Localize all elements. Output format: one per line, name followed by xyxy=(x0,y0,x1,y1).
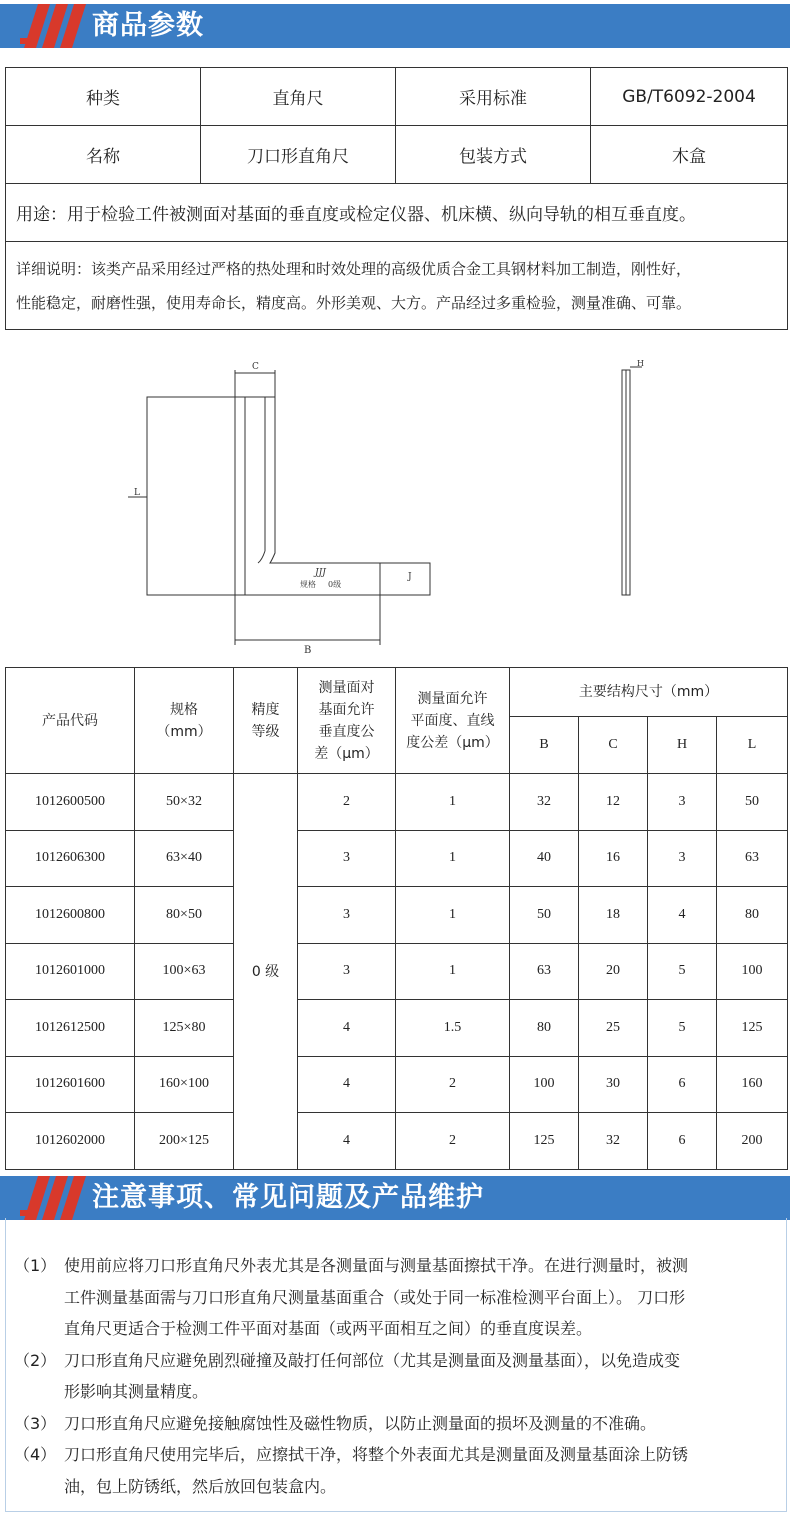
spec-header-size xyxy=(135,668,234,774)
spec-header-perp-line: 垂直度公 xyxy=(318,723,375,740)
spec-header-grade-line: 精度 xyxy=(251,701,280,718)
spec-cell-c: 32 xyxy=(579,1113,648,1170)
spec-cell-flat: 2 xyxy=(396,1113,510,1170)
spec-cell-code: 1012601000 xyxy=(6,943,135,1000)
note-number: （2） xyxy=(14,1350,57,1370)
brand-logo-icon xyxy=(20,4,90,48)
note-line: 工件测量基面需与刀口形直角尺测量基面重合（或处于同一标准检测平台面上）。 刀口形 xyxy=(64,1287,686,1307)
spec-cell-size: 100×63 xyxy=(135,943,234,1000)
spec-cell-flat: 2 xyxy=(396,1056,510,1113)
spec-cell-code: 1012601600 xyxy=(6,1056,135,1113)
spec-cell-c: 16 xyxy=(579,830,648,887)
spec-cell-c: 25 xyxy=(579,1000,648,1057)
spec-cell-size: 200×125 xyxy=(135,1113,234,1170)
section-title: 商品参数 xyxy=(92,10,204,41)
spec-cell-l: 100 xyxy=(717,943,788,1000)
drawing-blade-outline xyxy=(147,397,235,595)
table-row xyxy=(6,830,788,887)
param-label-type: 种类 xyxy=(6,68,201,126)
product-params-table xyxy=(5,67,788,330)
note-item xyxy=(14,1250,774,1345)
spec-cell-size: 50×32 xyxy=(135,774,234,831)
spec-cell-code: 1012606300 xyxy=(6,830,135,887)
spec-cell-l: 125 xyxy=(717,1000,788,1057)
note-line: 油，包上防锈纸，然后放回包装盒内。 xyxy=(64,1476,337,1496)
table-row xyxy=(6,774,788,831)
spec-header-perp-line: 基面允许 xyxy=(318,701,375,718)
spec-cell-perp: 4 xyxy=(298,1113,396,1170)
spec-header-perpendicularity xyxy=(298,668,396,774)
section-banner-notes xyxy=(0,1176,790,1220)
note-text xyxy=(64,1345,774,1408)
table-row xyxy=(6,1056,788,1113)
spec-cell-perp: 3 xyxy=(298,887,396,944)
spec-header-main-dims: 主要结构尺寸（mm） xyxy=(510,668,788,717)
param-value-standard: GB/T6092-2004 xyxy=(591,68,788,126)
note-item xyxy=(14,1408,774,1440)
spec-cell-l: 80 xyxy=(717,887,788,944)
spec-header-b: B xyxy=(510,717,579,774)
spec-cell-grade: 0 级 xyxy=(234,774,298,1170)
drawing-mark-spec: 规格 xyxy=(300,580,316,589)
section-title: 注意事项、常见问题及产品维护 xyxy=(92,1182,484,1213)
section-banner-params xyxy=(0,4,790,48)
spec-cell-c: 30 xyxy=(579,1056,648,1113)
spec-cell-b: 40 xyxy=(510,830,579,887)
spec-cell-size: 63×40 xyxy=(135,830,234,887)
param-label-name: 名称 xyxy=(6,126,201,184)
spec-cell-perp: 4 xyxy=(298,1056,396,1113)
drawing-mark-grade: 0级 xyxy=(328,580,342,589)
note-line: 使用前应将刀口形直角尺外表尤其是各测量面与测量基面擦拭干净。在进行测量时，被测 xyxy=(64,1256,689,1275)
spec-cell-code: 1012602000 xyxy=(6,1113,135,1170)
spec-cell-c: 12 xyxy=(579,774,648,831)
param-value-packaging: 木盒 xyxy=(591,126,788,184)
spec-cell-b: 100 xyxy=(510,1056,579,1113)
spec-cell-b: 125 xyxy=(510,1113,579,1170)
spec-header-grade-line: 等级 xyxy=(251,723,280,740)
spec-table xyxy=(5,667,788,1170)
spec-cell-perp: 4 xyxy=(298,1000,396,1057)
brand-logo-icon xyxy=(20,1176,90,1220)
note-item xyxy=(14,1439,774,1502)
spec-header-c: C xyxy=(579,717,648,774)
note-line: 刀口形直角尺应避免接触腐蚀性及磁性物质，以防止测量面的损坏及测量的不准确。 xyxy=(64,1413,657,1433)
param-value-type: 直角尺 xyxy=(201,68,396,126)
table-row xyxy=(6,1000,788,1057)
spec-cell-size: 160×100 xyxy=(135,1056,234,1113)
spec-header-l: L xyxy=(717,717,788,774)
spec-cell-l: 200 xyxy=(717,1113,788,1170)
drawing-label-b: B xyxy=(304,645,312,655)
note-item xyxy=(14,1345,774,1408)
drawing-mark-logo: JJJ xyxy=(315,568,326,578)
param-detail xyxy=(6,242,788,330)
spec-cell-c: 20 xyxy=(579,943,648,1000)
spec-header-size-line: 规格 xyxy=(170,701,198,718)
spec-cell-flat: 1 xyxy=(396,943,510,1000)
note-number: （4） xyxy=(14,1445,57,1464)
spec-cell-perp: 3 xyxy=(298,943,396,1000)
drawing-label-j: J xyxy=(408,572,412,582)
spec-cell-perp: 3 xyxy=(298,830,396,887)
note-text xyxy=(64,1250,774,1345)
param-detail-line: 详细说明：该类产品采用经过严格的热处理和时效处理的高级优质合金工具钢材料加工制造，刚性好， xyxy=(16,259,692,278)
spec-cell-l: 63 xyxy=(717,830,788,887)
technical-drawing xyxy=(0,355,790,655)
drawing-label-l: L xyxy=(134,488,140,498)
spec-header-grade xyxy=(234,668,298,774)
note-text xyxy=(64,1408,774,1440)
drawing-label-h: H xyxy=(637,359,644,368)
spec-cell-c: 18 xyxy=(579,887,648,944)
drawing-square-outline xyxy=(235,397,430,595)
spec-cell-flat: 1 xyxy=(396,887,510,944)
spec-cell-h: 3 xyxy=(648,830,717,887)
spec-cell-l: 160 xyxy=(717,1056,788,1113)
spec-header-perp-line: 差（μm） xyxy=(314,745,379,762)
spec-header-flatness xyxy=(396,668,510,774)
spec-cell-code: 1012612500 xyxy=(6,1000,135,1057)
spec-cell-size: 80×50 xyxy=(135,887,234,944)
spec-cell-size: 125×80 xyxy=(135,1000,234,1057)
param-usage: 用途：用于检验工件被测面对基面的垂直度或检定仪器、机床横、纵向导轨的相互垂直度。 xyxy=(6,184,788,242)
table-row xyxy=(6,1113,788,1170)
spec-cell-flat: 1 xyxy=(396,774,510,831)
param-value-name: 刀口形直角尺 xyxy=(201,126,396,184)
spec-cell-h: 5 xyxy=(648,943,717,1000)
spec-header-flat-line: 平面度、直线 xyxy=(410,712,495,729)
spec-cell-b: 32 xyxy=(510,774,579,831)
note-line: 刀口形直角尺应避免剧烈碰撞及敲打任何部位（尤其是测量面及测量基面），以免造成变 xyxy=(64,1350,681,1370)
spec-header-flat-line: 度公差（μm） xyxy=(406,734,499,751)
note-number: （1） xyxy=(14,1256,57,1275)
param-label-standard: 采用标准 xyxy=(396,68,591,126)
spec-cell-h: 4 xyxy=(648,887,717,944)
param-detail-line: 性能稳定，耐磨性强，使用寿命长，精度高。外形美观、大方。产品经过多重检验，测量准确、可靠。 xyxy=(16,293,692,312)
spec-cell-h: 6 xyxy=(648,1056,717,1113)
note-line: 直角尺更适合于检测工件平面对基面（或两平面相互之间）的垂直度误差。 xyxy=(64,1319,593,1338)
spec-header-perp-line: 测量面对 xyxy=(318,679,375,696)
spec-cell-perp: 2 xyxy=(298,774,396,831)
spec-cell-code: 1012600800 xyxy=(6,887,135,944)
spec-cell-h: 6 xyxy=(648,1113,717,1170)
table-row xyxy=(6,887,788,944)
spec-cell-h: 3 xyxy=(648,774,717,831)
param-label-packaging: 包装方式 xyxy=(396,126,591,184)
spec-header-flat-line: 测量面允许 xyxy=(417,690,488,707)
notes-list xyxy=(14,1250,774,1502)
spec-header-size-line: （mm） xyxy=(156,723,212,740)
spec-cell-h: 5 xyxy=(648,1000,717,1057)
drawing-label-c: C xyxy=(252,362,259,372)
spec-header-h: H xyxy=(648,717,717,774)
note-number: （3） xyxy=(14,1413,57,1433)
spec-cell-b: 63 xyxy=(510,943,579,1000)
spec-cell-b: 50 xyxy=(510,887,579,944)
spec-cell-b: 80 xyxy=(510,1000,579,1057)
spec-cell-flat: 1.5 xyxy=(396,1000,510,1057)
spec-header-code: 产品代码 xyxy=(6,668,135,774)
note-line: 刀口形直角尺使用完毕后，应擦拭干净，将整个外表面尤其是测量面及测量基面涂上防锈 xyxy=(64,1445,689,1464)
note-text xyxy=(64,1439,774,1502)
spec-cell-l: 50 xyxy=(717,774,788,831)
note-line: 形影响其测量精度。 xyxy=(64,1382,209,1401)
spec-cell-code: 1012600500 xyxy=(6,774,135,831)
table-row xyxy=(6,943,788,1000)
spec-cell-flat: 1 xyxy=(396,830,510,887)
